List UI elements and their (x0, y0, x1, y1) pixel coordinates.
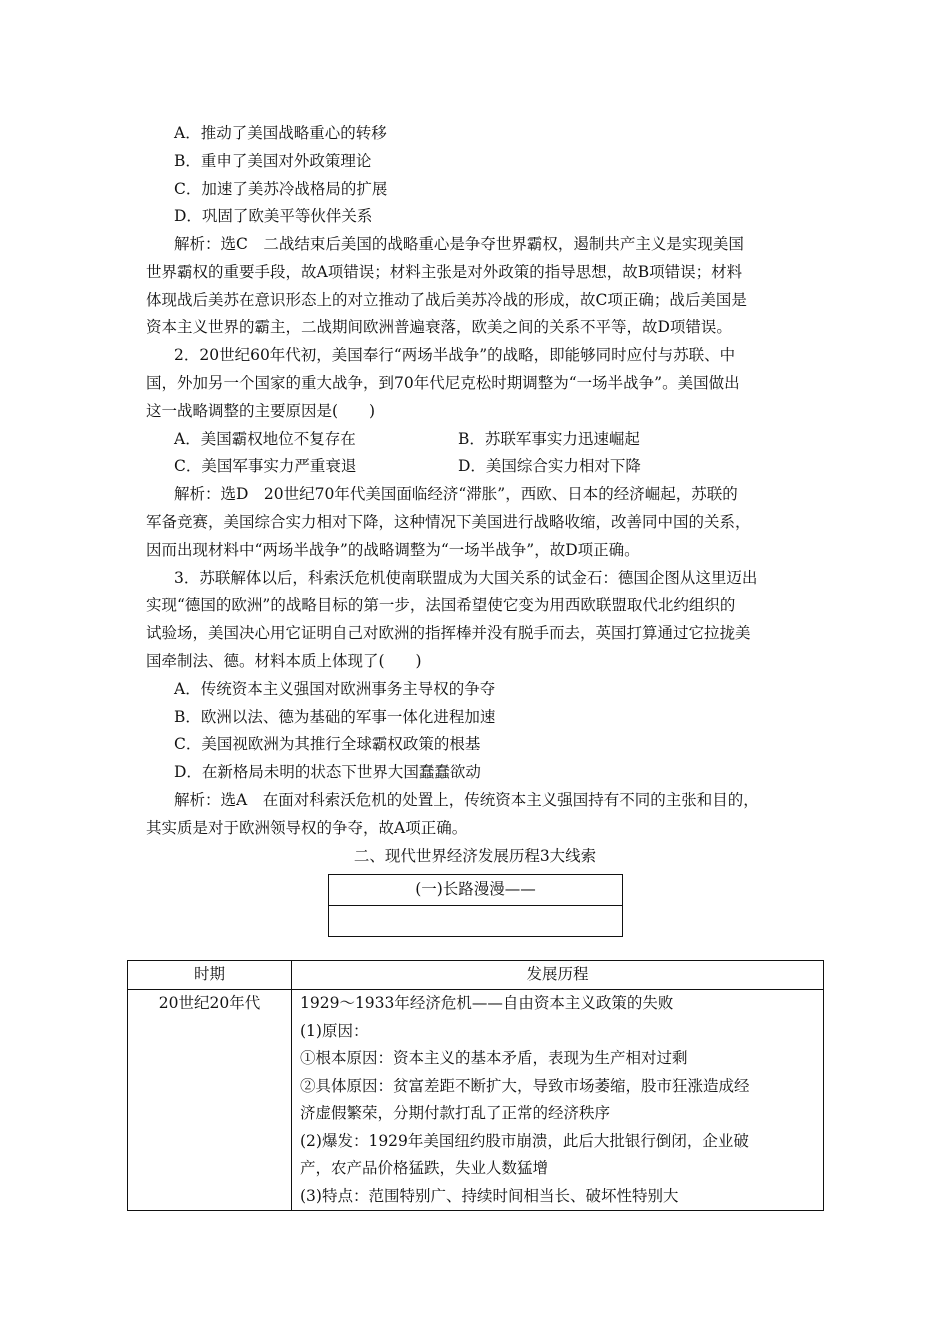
q3-analysis-line: 解析：选A 在面对科索沃危机的处置上，传统资本主义强国持有不同的主张和目的， (174, 791, 759, 809)
q2-option-d: D．美国综合实力相对下降 (458, 457, 641, 475)
development-cell (292, 990, 824, 1211)
development-line: 产，农产品价格猛跌，失业人数猛增 (300, 1159, 549, 1177)
q3-analysis-line: 其实质是对于欧洲领导权的争夺，故A项正确。 (146, 819, 468, 837)
q3-option-a: A．传统资本主义强国对欧洲事务主导权的争夺 (174, 680, 496, 698)
development-line: (1)原因： (300, 1021, 369, 1040)
q1-option-c: C．加速了美苏冷战格局的扩展 (174, 180, 388, 198)
q1-analysis-line: 体现战后美苏在意识形态上的对立推动了战后美苏冷战的形成，故C项正确；战后美国是 (146, 291, 747, 309)
table-row (128, 990, 824, 1211)
q2-analysis-line: 解析：选D 20世纪70年代美国面临经济“滞胀”，西欧、日本的经济崛起，苏联的 (174, 485, 738, 503)
q1-analysis-line: 资本主义世界的霸主，二战期间欧洲普遍衰落，欧美之间的关系不平等，故D项错误。 (146, 318, 732, 336)
header-development: 发展历程 (292, 961, 824, 990)
q3-option-b: B．欧洲以法、德为基础的军事一体化进程加速 (174, 708, 496, 726)
q3-stem-line: 试验场，美国决心用它证明自己对欧洲的指挥棒并没有脱手而去，英国打算通过它拉拢美 (146, 624, 751, 642)
q3-option-d: D．在新格局未明的状态下世界大国蠢蠢欲动 (174, 763, 481, 781)
q3-stem-line: 实现“德国的欧洲”的战略目标的第一步，法国希望使它变为用西欧联盟取代北约组织的 (146, 596, 736, 614)
period-cell: 20世纪20年代 (128, 990, 292, 1211)
q2-analysis-line: 军备竞赛，美国综合实力相对下降，这种情况下美国进行战略收缩，改善同中国的关系， (146, 513, 751, 531)
development-line: ①根本原因：资本主义的基本矛盾，表现为生产相对过剩 (300, 1049, 688, 1067)
development-line: (2)爆发：1929年美国纽约股市崩溃，此后大批银行倒闭，企业破 (300, 1131, 749, 1150)
q1-analysis-line: 世界霸权的重要手段，故A项错误；材料主张是对外政策的指导思想，故B项错误；材料 (146, 263, 743, 281)
q2-stem-line: 国，外加另一个国家的重大战争，到70年代尼克松时期调整为“一场半战争”。美国做出 (146, 374, 740, 392)
q2-option-b: B．苏联军事实力迅速崛起 (458, 430, 640, 448)
q3-option-c: C．美国视欧洲为其推行全球霸权政策的根基 (174, 735, 481, 753)
q3-stem-line: 国牵制法、德。材料本质上体现了( ) (146, 652, 422, 670)
q1-option-b: B．重申了美国对外政策理论 (174, 152, 372, 170)
header-period: 时期 (128, 961, 292, 990)
history-table (127, 960, 824, 1211)
q2-stem-line: 2．20世纪60年代初，美国奉行“两场半战争”的战略，即能够同时应付与苏联、中 (174, 346, 736, 364)
development-line: (3)特点：范围特别广、持续时间相当长、破坏性特别大 (300, 1186, 679, 1205)
q2-option-a: A．美国霸权地位不复存在 (174, 430, 356, 448)
development-line: 1929～1933年经济危机——自由资本主义政策的失败 (300, 994, 674, 1012)
q2-option-c: C．美国军事实力严重衰退 (174, 457, 357, 475)
q2-stem-line: 这一战略调整的主要原因是( ) (146, 402, 376, 420)
table-header-row (128, 961, 824, 990)
q1-analysis-line: 解析：选C 二战结束后美国的战略重心是争夺世界霸权，遏制共产主义是实现美国 (174, 235, 744, 253)
q1-option-d: D．巩固了欧美平等伙伴关系 (174, 207, 373, 225)
development-line: ②具体原因：贫富差距不断扩大，导致市场萎缩，股市狂涨造成经 (300, 1076, 750, 1095)
development-line: 济虚假繁荣，分期付款打乱了正常的经济秩序 (300, 1104, 611, 1122)
q3-stem-line: 3．苏联解体以后，科索沃危机使南联盟成为大国关系的试金石：德国企图从这里迈出 (174, 569, 758, 587)
title-box-body (329, 906, 622, 936)
q1-option-a: A．推动了美国战略重心的转移 (174, 124, 387, 142)
title-box (328, 874, 623, 937)
section-heading: 二、现代世界经济发展历程3大线索 (353, 847, 597, 865)
q2-analysis-line: 因而出现材料中“两场半战争”的战略调整为“一场半战争”，故D项正确。 (146, 541, 640, 559)
title-box-title: (一)长路漫漫—— (329, 875, 622, 906)
